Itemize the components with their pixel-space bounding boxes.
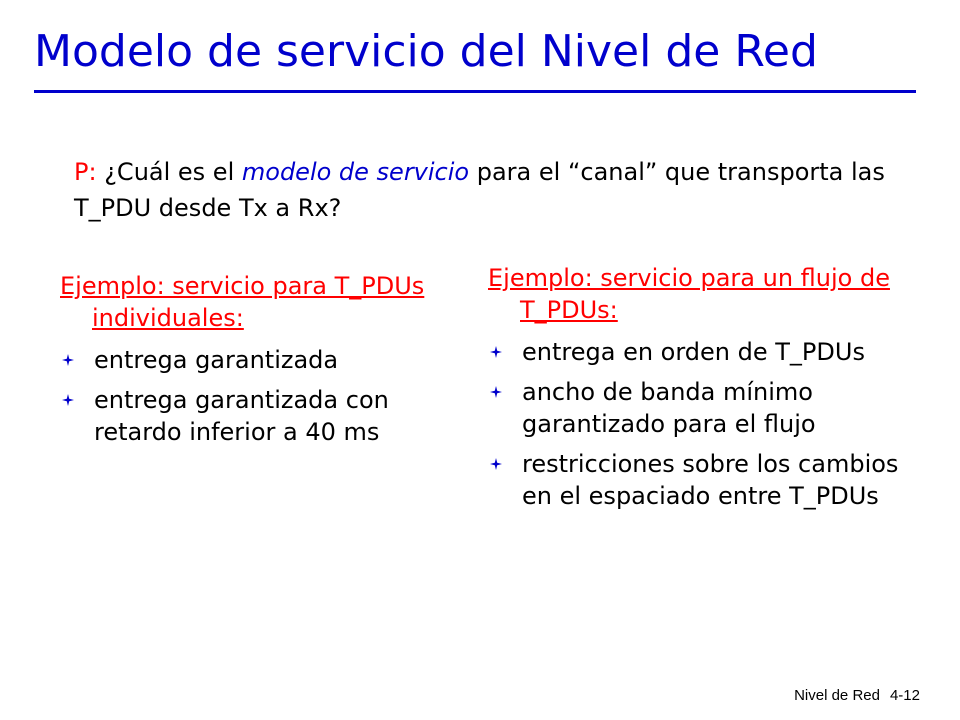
four-point-star-bullet-icon — [490, 386, 502, 398]
list-item — [60, 384, 432, 448]
list-item — [60, 344, 432, 376]
question-prefix: P: — [74, 158, 97, 186]
right-bullet-list — [488, 336, 908, 512]
left-column — [60, 270, 432, 456]
four-point-star-bullet-icon — [62, 354, 74, 366]
left-item-text: entrega garantizada — [94, 346, 339, 374]
right-item-text: ancho de banda mínimo garantizado para el flujo — [522, 378, 816, 438]
right-item-text: restricciones sobre los cambios en el espaciado entre T_PDUs — [522, 450, 899, 510]
left-bullet-list — [60, 344, 432, 448]
footer-page-number: 4-12 — [889, 687, 920, 704]
four-point-star-bullet-icon — [490, 458, 502, 470]
title-underline — [34, 90, 916, 93]
left-heading: Ejemplo: servicio para T_PDUs individuales: — [60, 272, 425, 332]
footer-section: Nivel de Red — [794, 687, 880, 704]
question-after: para el “canal” que transporta las T_PDU desde Tx a Rx? — [74, 158, 885, 222]
slide-title: Modelo de servicio del Nivel de Red — [34, 26, 818, 77]
right-item-text: entrega en orden de T_PDUs — [522, 338, 865, 366]
list-item — [488, 376, 908, 440]
question-text — [74, 154, 904, 226]
right-column — [488, 262, 908, 520]
left-item-text: entrega garantizada con retardo inferior a 40 ms — [94, 386, 389, 446]
list-item — [488, 448, 908, 512]
question-emphasis: modelo de servicio — [241, 158, 470, 186]
right-heading: Ejemplo: servicio para un flujo de T_PDUs: — [488, 264, 890, 324]
slide-footer — [794, 687, 920, 704]
question-before: ¿Cuál es el — [96, 158, 242, 186]
four-point-star-bullet-icon — [62, 394, 74, 406]
four-point-star-bullet-icon — [490, 346, 502, 358]
list-item — [488, 336, 908, 368]
